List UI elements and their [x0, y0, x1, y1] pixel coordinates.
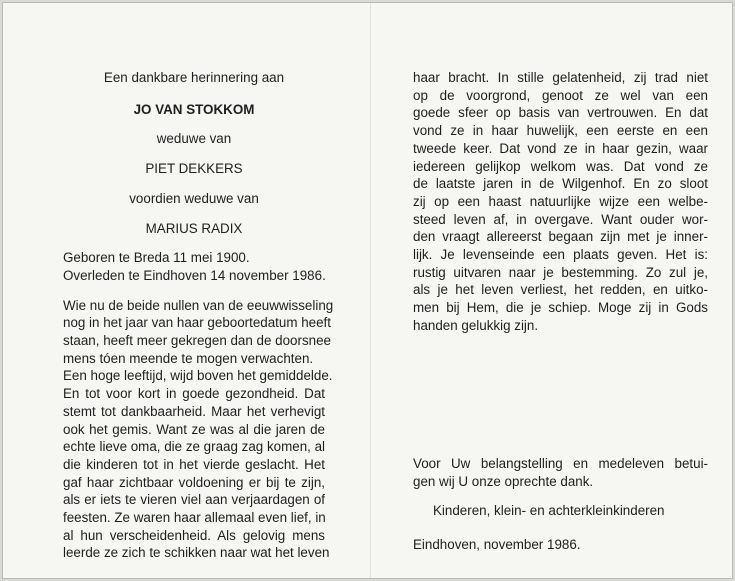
text-line: handen gelukkig zijn.	[413, 317, 539, 333]
birth-line: Geboren te Breda 11 mei 1900.	[63, 250, 250, 266]
text-line: rustig uitvaren naar je bestemming. Zo zul je,	[413, 264, 708, 280]
left-body-text	[63, 297, 334, 563]
text-line: iedereen gelijkop welkom was. Dat vond ze	[413, 158, 708, 174]
text-line: den vraagt allereerst begaan zijn met je inner-	[413, 229, 708, 245]
thanks-line: gen wij U onze oprechte dank.	[413, 473, 594, 489]
place-date: Eindhoven, november 1986.	[413, 537, 581, 553]
spouse-name: PIET DEKKERS	[145, 161, 243, 177]
text-line: staan, heeft meer gekregen dan de doorsnee	[63, 333, 332, 349]
text-line: zij op een haast natuurlijke wijze een welbe-	[413, 193, 708, 209]
right-panel	[413, 69, 708, 335]
text-line: als er iets te vieren viel aan verjaardagen of	[63, 492, 325, 508]
text-line: op de voorgrond, genoot ze wel van een	[413, 87, 708, 103]
text-line: haar bracht. In stille gelatenheid, zij trad niet	[413, 70, 708, 85]
intro-text: Een dankbare herinnering aan	[103, 70, 285, 85]
closing-block	[413, 455, 708, 554]
text-line: nog in het jaar van haar geboortedatum heeft	[63, 315, 332, 331]
text-line: gaf haar zichtbaar voldoening er bij te zijn,	[63, 474, 325, 490]
memorial-card	[2, 2, 733, 579]
text-line: feesten. Ze waren haar allemaal even lief, in	[63, 510, 326, 526]
text-line: men bij Hem, die je schiep. Moge zij in Gods	[413, 300, 708, 316]
text-line: vond ze in haar huwelijk, een eerste en een	[413, 123, 708, 139]
text-line: de laatste jaren in de Wilgenhof. En zo sloot	[413, 176, 708, 192]
text-line: die kinderen tot in het vierde geslacht. Het	[63, 456, 325, 472]
text-line: al hun verscheidenheid. Als gelovig mens	[63, 527, 325, 543]
text-line: stemt tot dankbaarheid. Maar het verhevigt	[63, 403, 325, 419]
death-line: Overleden te Eindhoven 14 november 1986.	[63, 267, 326, 283]
text-line: En tot voor kort in goede gezondheid. Dat	[63, 386, 325, 402]
thanks-line: Voor Uw belangstelling en medeleven betui-	[413, 456, 708, 471]
widow-of-text: weduwe van	[156, 131, 232, 147]
text-line: Een hoge leeftijd, wijd boven het gemiddelde.	[63, 368, 333, 384]
family-signature: Kinderen, klein- en achterkleinkinderen	[433, 503, 665, 519]
text-line: goede sfeer op basis van vertrouwen. En dat	[413, 105, 708, 121]
dates-block	[63, 249, 325, 284]
deceased-name: JO VAN STOKKOM	[133, 101, 255, 117]
text-line: echte lieve oma, die ze graag zag komen, al	[63, 439, 326, 455]
text-line: Wie nu de beide nullen van de eeuwwisseling	[63, 297, 334, 313]
text-line: lijk. Je levenseinde een plaats geven. Het is:	[413, 247, 708, 263]
former-spouse-name: MARIUS RADIX	[145, 220, 243, 236]
text-line: steed leven af, in overgave. Want ouder wor-	[413, 211, 708, 227]
card-fold-line	[370, 3, 371, 578]
text-line: mens tóen meende te mogen verwachten.	[63, 350, 314, 366]
text-line: als je het leven verliest, het redden, en uitko-	[413, 282, 708, 298]
text-line: leerde ze zich te schikken naar wat het leven	[63, 545, 330, 561]
text-line: tweede keer. Dat vond ze in haar gezin, waar	[413, 140, 708, 156]
text-line: ook het gemis. Want ze was al die jaren de	[63, 421, 325, 437]
left-panel	[63, 69, 334, 562]
former-widow-of-text: voordien weduwe van	[129, 190, 259, 206]
